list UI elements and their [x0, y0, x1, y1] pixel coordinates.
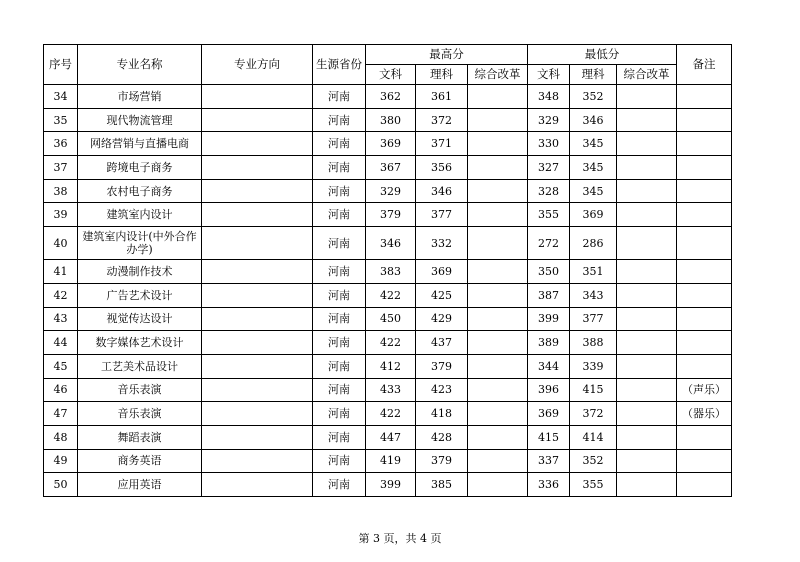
- header-highest: 最高分: [366, 45, 528, 65]
- cell-major: 广告艺术设计: [78, 283, 202, 307]
- cell-highest-wen: 367: [366, 156, 416, 180]
- cell-remark: [677, 354, 732, 378]
- cell-province: 河南: [313, 331, 366, 355]
- cell-lowest-li: 388: [570, 331, 617, 355]
- cell-lowest-li: 345: [570, 156, 617, 180]
- cell-lowest-zonghe: [617, 402, 677, 426]
- cell-lowest-zonghe: [617, 307, 677, 331]
- cell-lowest-zonghe: [617, 108, 677, 132]
- cell-seq: 46: [44, 378, 78, 402]
- cell-direction: [202, 331, 313, 355]
- cell-direction: [202, 378, 313, 402]
- cell-highest-li: 429: [416, 307, 468, 331]
- cell-highest-zonghe: [468, 354, 528, 378]
- cell-highest-li: 385: [416, 473, 468, 497]
- cell-direction: [202, 402, 313, 426]
- cell-remark: [677, 473, 732, 497]
- cell-highest-wen: 422: [366, 331, 416, 355]
- header-highest-li: 理科: [416, 65, 468, 85]
- cell-major: 工艺美术品设计: [78, 354, 202, 378]
- header-seq: 序号: [44, 45, 78, 85]
- cell-remark: [677, 283, 732, 307]
- cell-major: 建筑室内设计: [78, 203, 202, 227]
- cell-lowest-zonghe: [617, 203, 677, 227]
- cell-major: 数字媒体艺术设计: [78, 331, 202, 355]
- cell-highest-li: 377: [416, 203, 468, 227]
- cell-lowest-zonghe: [617, 227, 677, 260]
- cell-lowest-wen: 355: [528, 203, 570, 227]
- header-lowest-li: 理科: [570, 65, 617, 85]
- cell-seq: 48: [44, 425, 78, 449]
- cell-direction: [202, 425, 313, 449]
- cell-lowest-wen: 272: [528, 227, 570, 260]
- cell-seq: 37: [44, 156, 78, 180]
- cell-highest-zonghe: [468, 378, 528, 402]
- cell-direction: [202, 85, 313, 109]
- cell-province: 河南: [313, 227, 366, 260]
- cell-province: 河南: [313, 307, 366, 331]
- cell-province: 河南: [313, 85, 366, 109]
- table-body: [44, 85, 732, 497]
- cell-lowest-wen: 396: [528, 378, 570, 402]
- cell-lowest-zonghe: [617, 354, 677, 378]
- cell-lowest-wen: 350: [528, 260, 570, 284]
- cell-highest-wen: 379: [366, 203, 416, 227]
- cell-lowest-zonghe: [617, 425, 677, 449]
- cell-major: 音乐表演: [78, 402, 202, 426]
- cell-lowest-li: 372: [570, 402, 617, 426]
- cell-lowest-li: 345: [570, 179, 617, 203]
- table-row: [44, 449, 732, 473]
- cell-major: 跨境电子商务: [78, 156, 202, 180]
- cell-direction: [202, 108, 313, 132]
- cell-direction: [202, 283, 313, 307]
- cell-major: 舞蹈表演: [78, 425, 202, 449]
- header-highest-zonghe: 综合改革: [468, 65, 528, 85]
- cell-lowest-li: 369: [570, 203, 617, 227]
- cell-remark: [677, 132, 732, 156]
- cell-highest-wen: 369: [366, 132, 416, 156]
- cell-lowest-zonghe: [617, 85, 677, 109]
- header-direction: 专业方向: [202, 45, 313, 85]
- cell-highest-li: 346: [416, 179, 468, 203]
- cell-highest-zonghe: [468, 227, 528, 260]
- cell-seq: 43: [44, 307, 78, 331]
- page-footer: 第 3 页，共 4 页: [358, 532, 442, 545]
- cell-province: 河南: [313, 473, 366, 497]
- cell-lowest-zonghe: [617, 260, 677, 284]
- cell-major: 动漫制作技术: [78, 260, 202, 284]
- cell-seq: 50: [44, 473, 78, 497]
- cell-remark: [677, 425, 732, 449]
- cell-highest-zonghe: [468, 132, 528, 156]
- cell-lowest-wen: 389: [528, 331, 570, 355]
- cell-highest-li: 379: [416, 354, 468, 378]
- cell-seq: 44: [44, 331, 78, 355]
- cell-remark: （声乐）: [677, 378, 732, 402]
- cell-highest-zonghe: [468, 156, 528, 180]
- cell-direction: [202, 260, 313, 284]
- cell-remark: [677, 331, 732, 355]
- cell-seq: 42: [44, 283, 78, 307]
- cell-remark: [677, 156, 732, 180]
- cell-direction: [202, 307, 313, 331]
- table-row: [44, 203, 732, 227]
- cell-lowest-wen: 369: [528, 402, 570, 426]
- cell-lowest-zonghe: [617, 283, 677, 307]
- cell-province: 河南: [313, 354, 366, 378]
- cell-province: 河南: [313, 179, 366, 203]
- cell-highest-zonghe: [468, 85, 528, 109]
- cell-lowest-zonghe: [617, 449, 677, 473]
- cell-lowest-li: 343: [570, 283, 617, 307]
- cell-highest-li: 379: [416, 449, 468, 473]
- cell-seq: 39: [44, 203, 78, 227]
- cell-highest-wen: 380: [366, 108, 416, 132]
- cell-highest-zonghe: [468, 402, 528, 426]
- cell-major: 市场营销: [78, 85, 202, 109]
- cell-seq: 38: [44, 179, 78, 203]
- cell-lowest-wen: 344: [528, 354, 570, 378]
- cell-highest-li: 372: [416, 108, 468, 132]
- cell-province: 河南: [313, 260, 366, 284]
- cell-highest-li: 437: [416, 331, 468, 355]
- header-major: 专业名称: [78, 45, 202, 85]
- admission-scores-table: [43, 44, 732, 497]
- cell-remark: [677, 227, 732, 260]
- cell-lowest-wen: 415: [528, 425, 570, 449]
- header-lowest: 最低分: [528, 45, 677, 65]
- cell-major: 应用英语: [78, 473, 202, 497]
- cell-highest-wen: 346: [366, 227, 416, 260]
- cell-lowest-li: 286: [570, 227, 617, 260]
- cell-lowest-li: 377: [570, 307, 617, 331]
- cell-lowest-li: 352: [570, 85, 617, 109]
- cell-lowest-zonghe: [617, 179, 677, 203]
- cell-highest-li: 332: [416, 227, 468, 260]
- cell-lowest-wen: 348: [528, 85, 570, 109]
- cell-province: 河南: [313, 156, 366, 180]
- cell-highest-zonghe: [468, 449, 528, 473]
- cell-remark: [677, 179, 732, 203]
- header-province: 生源省份: [313, 45, 366, 85]
- cell-highest-wen: 447: [366, 425, 416, 449]
- table-row: [44, 473, 732, 497]
- cell-highest-wen: 422: [366, 283, 416, 307]
- cell-highest-zonghe: [468, 179, 528, 203]
- header-remark: 备注: [677, 45, 732, 85]
- cell-remark: [677, 203, 732, 227]
- cell-lowest-wen: 328: [528, 179, 570, 203]
- cell-seq: 41: [44, 260, 78, 284]
- cell-lowest-li: 351: [570, 260, 617, 284]
- table-row: [44, 425, 732, 449]
- cell-lowest-li: 345: [570, 132, 617, 156]
- cell-lowest-zonghe: [617, 378, 677, 402]
- cell-lowest-zonghe: [617, 132, 677, 156]
- table-row: [44, 331, 732, 355]
- cell-major: 视觉传达设计: [78, 307, 202, 331]
- cell-direction: [202, 132, 313, 156]
- cell-province: 河南: [313, 132, 366, 156]
- cell-highest-zonghe: [468, 331, 528, 355]
- cell-highest-zonghe: [468, 283, 528, 307]
- cell-highest-wen: 419: [366, 449, 416, 473]
- cell-lowest-wen: 337: [528, 449, 570, 473]
- cell-lowest-wen: 336: [528, 473, 570, 497]
- cell-remark: [677, 260, 732, 284]
- cell-direction: [202, 354, 313, 378]
- cell-lowest-li: 414: [570, 425, 617, 449]
- cell-highest-wen: 450: [366, 307, 416, 331]
- cell-highest-zonghe: [468, 260, 528, 284]
- table-row: [44, 85, 732, 109]
- cell-major: 音乐表演: [78, 378, 202, 402]
- cell-highest-wen: 383: [366, 260, 416, 284]
- header-lowest-wen: 文科: [528, 65, 570, 85]
- cell-province: 河南: [313, 425, 366, 449]
- cell-lowest-wen: 330: [528, 132, 570, 156]
- cell-lowest-zonghe: [617, 473, 677, 497]
- cell-province: 河南: [313, 203, 366, 227]
- cell-highest-li: 356: [416, 156, 468, 180]
- cell-highest-wen: 412: [366, 354, 416, 378]
- cell-province: 河南: [313, 108, 366, 132]
- cell-province: 河南: [313, 449, 366, 473]
- cell-remark: [677, 307, 732, 331]
- cell-direction: [202, 449, 313, 473]
- cell-highest-wen: 329: [366, 179, 416, 203]
- cell-lowest-li: 355: [570, 473, 617, 497]
- cell-seq: 34: [44, 85, 78, 109]
- cell-highest-zonghe: [468, 307, 528, 331]
- cell-lowest-li: 415: [570, 378, 617, 402]
- cell-direction: [202, 156, 313, 180]
- header-lowest-zonghe: 综合改革: [617, 65, 677, 85]
- cell-highest-li: 418: [416, 402, 468, 426]
- table-row: [44, 260, 732, 284]
- cell-lowest-zonghe: [617, 331, 677, 355]
- table-row: [44, 132, 732, 156]
- cell-lowest-wen: 387: [528, 283, 570, 307]
- table-row: [44, 378, 732, 402]
- table-row: [44, 307, 732, 331]
- cell-highest-wen: 433: [366, 378, 416, 402]
- cell-highest-zonghe: [468, 108, 528, 132]
- cell-highest-li: 361: [416, 85, 468, 109]
- cell-highest-wen: 399: [366, 473, 416, 497]
- table-row: [44, 354, 732, 378]
- cell-province: 河南: [313, 378, 366, 402]
- cell-province: 河南: [313, 283, 366, 307]
- cell-highest-li: 369: [416, 260, 468, 284]
- cell-lowest-wen: 327: [528, 156, 570, 180]
- cell-remark: [677, 85, 732, 109]
- cell-major: 农村电子商务: [78, 179, 202, 203]
- table-header: [44, 45, 732, 85]
- cell-direction: [202, 227, 313, 260]
- cell-remark: [677, 449, 732, 473]
- cell-lowest-li: 339: [570, 354, 617, 378]
- cell-highest-wen: 362: [366, 85, 416, 109]
- cell-highest-zonghe: [468, 425, 528, 449]
- cell-remark: [677, 108, 732, 132]
- cell-major: 现代物流管理: [78, 108, 202, 132]
- cell-highest-li: 371: [416, 132, 468, 156]
- table-row: [44, 402, 732, 426]
- cell-highest-li: 423: [416, 378, 468, 402]
- cell-highest-li: 428: [416, 425, 468, 449]
- cell-highest-zonghe: [468, 473, 528, 497]
- cell-seq: 49: [44, 449, 78, 473]
- cell-highest-wen: 422: [366, 402, 416, 426]
- table-row: [44, 227, 732, 260]
- cell-seq: 40: [44, 227, 78, 260]
- cell-direction: [202, 203, 313, 227]
- cell-highest-li: 425: [416, 283, 468, 307]
- cell-lowest-li: 352: [570, 449, 617, 473]
- cell-seq: 47: [44, 402, 78, 426]
- cell-major: 网络营销与直播电商: [78, 132, 202, 156]
- table-row: [44, 179, 732, 203]
- cell-lowest-wen: 399: [528, 307, 570, 331]
- cell-lowest-li: 346: [570, 108, 617, 132]
- cell-remark: （器乐）: [677, 402, 732, 426]
- cell-lowest-wen: 329: [528, 108, 570, 132]
- cell-seq: 35: [44, 108, 78, 132]
- header-highest-wen: 文科: [366, 65, 416, 85]
- cell-lowest-zonghe: [617, 156, 677, 180]
- cell-seq: 45: [44, 354, 78, 378]
- cell-direction: [202, 179, 313, 203]
- table-row: [44, 283, 732, 307]
- table-row: [44, 156, 732, 180]
- table-row: [44, 108, 732, 132]
- cell-highest-zonghe: [468, 203, 528, 227]
- cell-seq: 36: [44, 132, 78, 156]
- cell-major: 建筑室内设计(中外合作办学): [78, 227, 202, 260]
- cell-major: 商务英语: [78, 449, 202, 473]
- cell-direction: [202, 473, 313, 497]
- cell-province: 河南: [313, 402, 366, 426]
